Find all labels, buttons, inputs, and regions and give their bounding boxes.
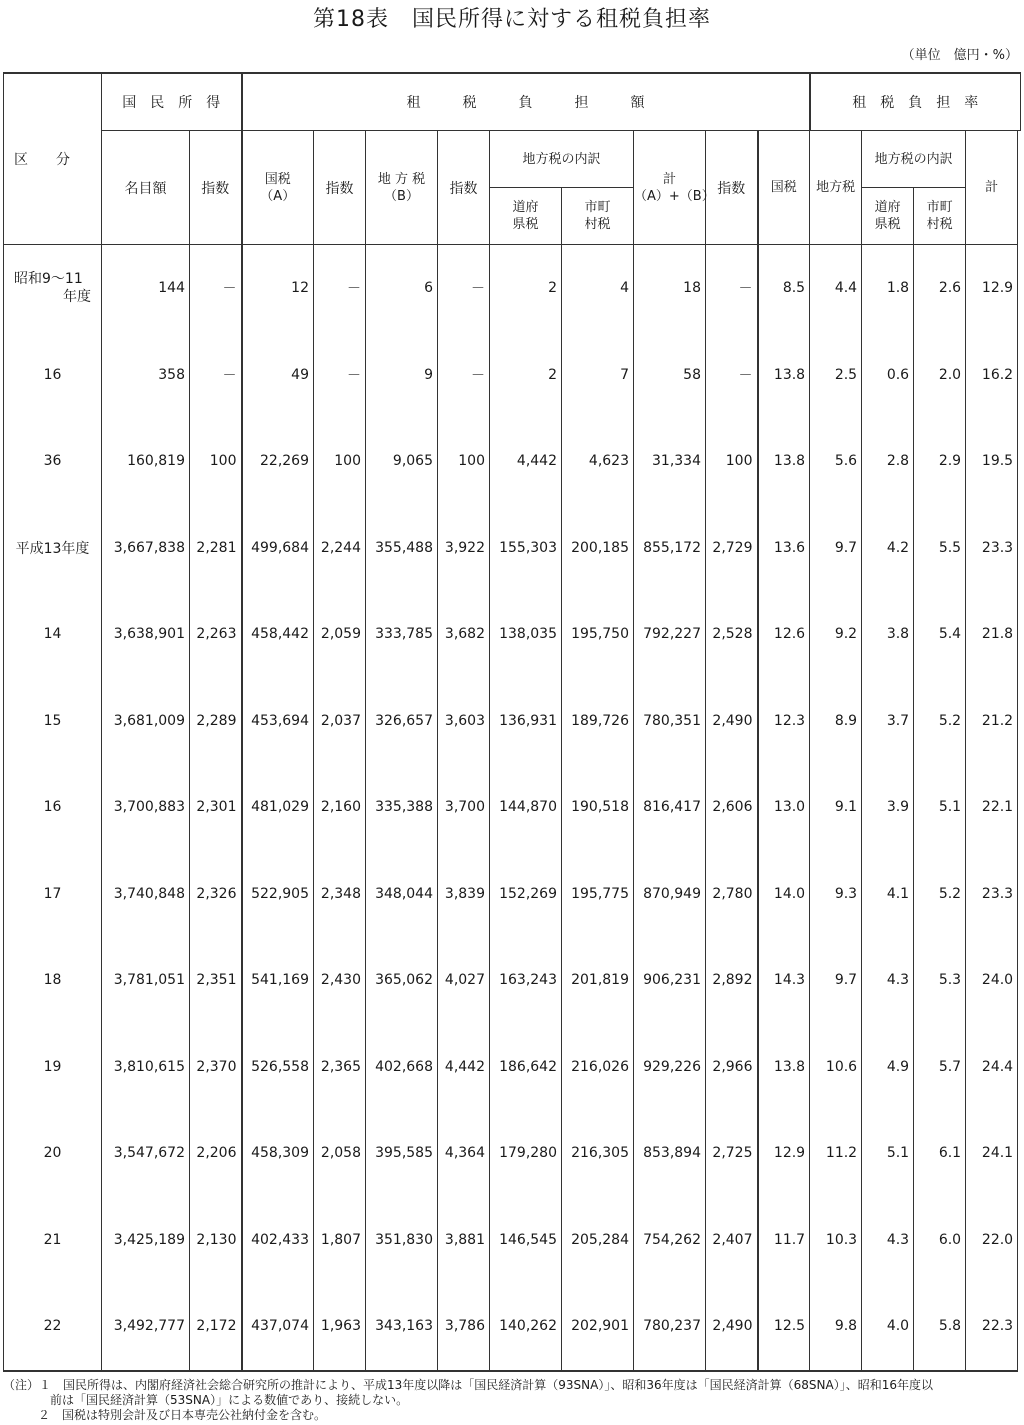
table-row bbox=[4, 332, 1021, 419]
cell-national-tax: 12 bbox=[242, 245, 314, 332]
cell-national-tax: 481,029 bbox=[242, 764, 314, 851]
cell-rate-local: 9.7 bbox=[810, 937, 862, 1024]
cell-index-lt: 3,881 bbox=[438, 1197, 490, 1284]
cell-prefectural: 155,303 bbox=[490, 505, 562, 592]
cell-rate-local: 10.3 bbox=[810, 1197, 862, 1284]
header-kubun: 区 分 bbox=[4, 73, 102, 245]
header-rate-local: 地方税 bbox=[810, 131, 862, 245]
cell-index-ni: 2,281 bbox=[190, 505, 242, 592]
header-rate-prefectural: 道府 県税 bbox=[862, 188, 914, 245]
cell-municipal: 195,750 bbox=[562, 591, 634, 678]
cell-rate-prefectural: 4.1 bbox=[862, 851, 914, 938]
cell-prefectural: 140,262 bbox=[490, 1283, 562, 1371]
cell-local-tax: 326,657 bbox=[366, 678, 438, 765]
cell-rate-municipal: 5.2 bbox=[914, 851, 966, 938]
cell-prefectural: 152,269 bbox=[490, 851, 562, 938]
cell-nominal: 3,425,189 bbox=[102, 1197, 190, 1284]
cell-rate-national: 13.8 bbox=[758, 1024, 810, 1111]
cell-prefectural: 2 bbox=[490, 332, 562, 419]
cell-nominal: 3,667,838 bbox=[102, 505, 190, 592]
cell-municipal: 189,726 bbox=[562, 678, 634, 765]
cell-total: 870,949 bbox=[634, 851, 706, 938]
cell-index-nt: 2,059 bbox=[314, 591, 366, 678]
cell-prefectural: 186,642 bbox=[490, 1024, 562, 1111]
cell-total: 780,351 bbox=[634, 678, 706, 765]
cell-national-tax: 526,558 bbox=[242, 1024, 314, 1111]
table-row bbox=[4, 1110, 1021, 1197]
cell-total: 780,237 bbox=[634, 1283, 706, 1371]
row-label: 平成13年度 bbox=[4, 505, 102, 592]
row-label: 18 bbox=[4, 937, 102, 1024]
cell-rate-total: 24.4 bbox=[966, 1024, 1018, 1111]
unit-note: （単位 億円・%） bbox=[901, 48, 1018, 63]
cell-index-lt: － bbox=[438, 245, 490, 332]
cell-index-total: 2,490 bbox=[706, 1283, 758, 1371]
row-label: 22 bbox=[4, 1283, 102, 1371]
cell-total: 58 bbox=[634, 332, 706, 419]
cell-nominal: 3,810,615 bbox=[102, 1024, 190, 1111]
cell-rate-prefectural: 0.6 bbox=[862, 332, 914, 419]
cell-index-nt: 2,430 bbox=[314, 937, 366, 1024]
cell-total: 816,417 bbox=[634, 764, 706, 851]
cell-rate-municipal: 5.2 bbox=[914, 678, 966, 765]
cell-rate-national: 12.5 bbox=[758, 1283, 810, 1371]
cell-index-total: 2,490 bbox=[706, 678, 758, 765]
cell-local-tax: 348,044 bbox=[366, 851, 438, 938]
cell-rate-municipal: 5.1 bbox=[914, 764, 966, 851]
cell-municipal: 190,518 bbox=[562, 764, 634, 851]
cell-national-tax: 458,309 bbox=[242, 1110, 314, 1197]
cell-index-lt: 3,700 bbox=[438, 764, 490, 851]
cell-prefectural: 136,931 bbox=[490, 678, 562, 765]
cell-rate-local: 5.6 bbox=[810, 418, 862, 505]
cell-municipal: 201,819 bbox=[562, 937, 634, 1024]
cell-municipal: 202,901 bbox=[562, 1283, 634, 1371]
cell-nominal: 358 bbox=[102, 332, 190, 419]
table-row bbox=[4, 1024, 1021, 1111]
cell-municipal: 216,026 bbox=[562, 1024, 634, 1111]
cell-index-ni: 2,172 bbox=[190, 1283, 242, 1371]
table-row bbox=[4, 418, 1021, 505]
cell-rate-total: 16.2 bbox=[966, 332, 1018, 419]
cell-rate-municipal: 2.9 bbox=[914, 418, 966, 505]
cell-index-ni: 2,130 bbox=[190, 1197, 242, 1284]
cell-rate-prefectural: 5.1 bbox=[862, 1110, 914, 1197]
cell-index-total: 2,892 bbox=[706, 937, 758, 1024]
cell-rate-municipal: 5.5 bbox=[914, 505, 966, 592]
row-label: 17 bbox=[4, 851, 102, 938]
cell-rate-local: 9.7 bbox=[810, 505, 862, 592]
cell-prefectural: 138,035 bbox=[490, 591, 562, 678]
cell-nominal: 3,781,051 bbox=[102, 937, 190, 1024]
cell-rate-prefectural: 4.0 bbox=[862, 1283, 914, 1371]
cell-rate-national: 12.3 bbox=[758, 678, 810, 765]
cell-index-lt: － bbox=[438, 332, 490, 419]
cell-rate-national: 11.7 bbox=[758, 1197, 810, 1284]
cell-index-nt: 2,365 bbox=[314, 1024, 366, 1111]
cell-index-nt: 2,244 bbox=[314, 505, 366, 592]
cell-rate-local: 9.3 bbox=[810, 851, 862, 938]
cell-rate-local: 9.1 bbox=[810, 764, 862, 851]
cell-local-tax: 343,163 bbox=[366, 1283, 438, 1371]
cell-index-total: 2,528 bbox=[706, 591, 758, 678]
row-label: 21 bbox=[4, 1197, 102, 1284]
cell-municipal: 4,623 bbox=[562, 418, 634, 505]
tax-burden-table bbox=[3, 72, 1021, 1372]
cell-index-ni: 2,301 bbox=[190, 764, 242, 851]
cell-municipal: 195,775 bbox=[562, 851, 634, 938]
cell-rate-national: 13.8 bbox=[758, 418, 810, 505]
cell-rate-national: 12.6 bbox=[758, 591, 810, 678]
cell-nominal: 144 bbox=[102, 245, 190, 332]
cell-index-ni: － bbox=[190, 332, 242, 419]
cell-total: 855,172 bbox=[634, 505, 706, 592]
cell-rate-local: 8.9 bbox=[810, 678, 862, 765]
cell-index-total: 2,729 bbox=[706, 505, 758, 592]
cell-rate-total: 23.3 bbox=[966, 851, 1018, 938]
cell-index-total: 2,606 bbox=[706, 764, 758, 851]
row-label: 14 bbox=[4, 591, 102, 678]
cell-rate-municipal: 6.0 bbox=[914, 1197, 966, 1284]
cell-index-ni: 100 bbox=[190, 418, 242, 505]
cell-index-ni: 2,351 bbox=[190, 937, 242, 1024]
cell-index-nt: 2,037 bbox=[314, 678, 366, 765]
cell-index-total: － bbox=[706, 332, 758, 419]
cell-index-nt: － bbox=[314, 245, 366, 332]
header-national-income: 国 民 所 得 bbox=[102, 73, 242, 131]
cell-municipal: 216,305 bbox=[562, 1110, 634, 1197]
cell-nominal: 3,492,777 bbox=[102, 1283, 190, 1371]
cell-index-total: 2,725 bbox=[706, 1110, 758, 1197]
cell-rate-national: 13.6 bbox=[758, 505, 810, 592]
cell-nominal: 3,700,883 bbox=[102, 764, 190, 851]
cell-index-total: 2,966 bbox=[706, 1024, 758, 1111]
cell-rate-total: 22.0 bbox=[966, 1197, 1018, 1284]
cell-local-tax: 9,065 bbox=[366, 418, 438, 505]
header-rate-total: 計 bbox=[966, 131, 1018, 245]
cell-index-nt: 1,807 bbox=[314, 1197, 366, 1284]
cell-rate-total: 19.5 bbox=[966, 418, 1018, 505]
cell-total: 31,334 bbox=[634, 418, 706, 505]
cell-index-ni: － bbox=[190, 245, 242, 332]
cell-prefectural: 146,545 bbox=[490, 1197, 562, 1284]
cell-prefectural: 4,442 bbox=[490, 418, 562, 505]
cell-rate-local: 4.4 bbox=[810, 245, 862, 332]
cell-rate-municipal: 2.0 bbox=[914, 332, 966, 419]
cell-rate-total: 12.9 bbox=[966, 245, 1018, 332]
cell-index-nt: 100 bbox=[314, 418, 366, 505]
cell-rate-municipal: 5.7 bbox=[914, 1024, 966, 1111]
cell-index-nt: 1,963 bbox=[314, 1283, 366, 1371]
cell-rate-prefectural: 3.7 bbox=[862, 678, 914, 765]
cell-index-total: 100 bbox=[706, 418, 758, 505]
cell-national-tax: 458,442 bbox=[242, 591, 314, 678]
cell-total: 18 bbox=[634, 245, 706, 332]
table-row bbox=[4, 1283, 1021, 1371]
cell-total: 853,894 bbox=[634, 1110, 706, 1197]
cell-prefectural: 144,870 bbox=[490, 764, 562, 851]
cell-index-lt: 4,364 bbox=[438, 1110, 490, 1197]
header-tax-burden-rate: 租 税 負 担 率 bbox=[810, 73, 1021, 131]
header-rate-municipal: 市町 村税 bbox=[914, 188, 966, 245]
cell-national-tax: 437,074 bbox=[242, 1283, 314, 1371]
cell-national-tax: 22,269 bbox=[242, 418, 314, 505]
cell-local-tax: 402,668 bbox=[366, 1024, 438, 1111]
row-label: 15 bbox=[4, 678, 102, 765]
cell-index-lt: 100 bbox=[438, 418, 490, 505]
cell-rate-total: 24.0 bbox=[966, 937, 1018, 1024]
row-label: 16 bbox=[4, 332, 102, 419]
footnotes bbox=[3, 1378, 1021, 1423]
cell-index-nt: 2,348 bbox=[314, 851, 366, 938]
cell-rate-total: 22.3 bbox=[966, 1283, 1018, 1371]
cell-national-tax: 522,905 bbox=[242, 851, 314, 938]
cell-rate-prefectural: 2.8 bbox=[862, 418, 914, 505]
cell-rate-prefectural: 4.9 bbox=[862, 1024, 914, 1111]
footnote-1-line-1: （注）１ 国民所得は、内閣府経済社会総合研究所の推計により、平成13年度以降は「国民経済計算（93SNA）」、昭和36年度は「国民経済計算（68SNA）」、昭和16年度以 bbox=[3, 1378, 933, 1392]
table-row bbox=[4, 851, 1021, 938]
cell-index-nt: 2,160 bbox=[314, 764, 366, 851]
row-label: 36 bbox=[4, 418, 102, 505]
header-index-nt: 指数 bbox=[314, 131, 366, 245]
cell-total: 929,226 bbox=[634, 1024, 706, 1111]
cell-total: 906,231 bbox=[634, 937, 706, 1024]
cell-national-tax: 453,694 bbox=[242, 678, 314, 765]
cell-nominal: 3,681,009 bbox=[102, 678, 190, 765]
cell-index-ni: 2,326 bbox=[190, 851, 242, 938]
header-nominal: 名目額 bbox=[102, 131, 190, 245]
table-row bbox=[4, 1197, 1021, 1284]
cell-rate-local: 9.8 bbox=[810, 1283, 862, 1371]
cell-municipal: 200,185 bbox=[562, 505, 634, 592]
cell-rate-municipal: 5.4 bbox=[914, 591, 966, 678]
cell-index-lt: 4,442 bbox=[438, 1024, 490, 1111]
cell-total: 792,227 bbox=[634, 591, 706, 678]
cell-index-ni: 2,206 bbox=[190, 1110, 242, 1197]
cell-rate-prefectural: 4.2 bbox=[862, 505, 914, 592]
cell-municipal: 4 bbox=[562, 245, 634, 332]
cell-nominal: 3,547,672 bbox=[102, 1110, 190, 1197]
cell-local-tax: 9 bbox=[366, 332, 438, 419]
cell-local-tax: 365,062 bbox=[366, 937, 438, 1024]
cell-prefectural: 2 bbox=[490, 245, 562, 332]
cell-rate-municipal: 5.3 bbox=[914, 937, 966, 1024]
cell-prefectural: 163,243 bbox=[490, 937, 562, 1024]
cell-local-tax: 395,585 bbox=[366, 1110, 438, 1197]
table-row bbox=[4, 591, 1021, 678]
cell-index-lt: 4,027 bbox=[438, 937, 490, 1024]
cell-index-lt: 3,922 bbox=[438, 505, 490, 592]
cell-rate-municipal: 6.1 bbox=[914, 1110, 966, 1197]
cell-index-total: 2,780 bbox=[706, 851, 758, 938]
cell-rate-prefectural: 3.8 bbox=[862, 591, 914, 678]
cell-rate-national: 14.0 bbox=[758, 851, 810, 938]
table-row bbox=[4, 505, 1021, 592]
cell-national-tax: 49 bbox=[242, 332, 314, 419]
header-prefectural: 道府 県税 bbox=[490, 188, 562, 245]
cell-index-nt: 2,058 bbox=[314, 1110, 366, 1197]
row-label: 19 bbox=[4, 1024, 102, 1111]
header-index-ni: 指数 bbox=[190, 131, 242, 245]
header-total: 計 （A）+（B） bbox=[634, 131, 706, 245]
cell-index-lt: 3,603 bbox=[438, 678, 490, 765]
cell-index-lt: 3,786 bbox=[438, 1283, 490, 1371]
cell-nominal: 160,819 bbox=[102, 418, 190, 505]
row-label: 16 bbox=[4, 764, 102, 851]
cell-index-total: 2,407 bbox=[706, 1197, 758, 1284]
table-row bbox=[4, 245, 1021, 332]
cell-rate-national: 13.8 bbox=[758, 332, 810, 419]
header-national-tax: 国税 （A） bbox=[242, 131, 314, 245]
row-label: 昭和9～11 年度 bbox=[4, 245, 102, 332]
header-index-total: 指数 bbox=[706, 131, 758, 245]
cell-rate-total: 21.8 bbox=[966, 591, 1018, 678]
page-title: 第18表 国民所得に対する租税負担率 bbox=[313, 7, 711, 32]
table-row bbox=[4, 764, 1021, 851]
cell-nominal: 3,638,901 bbox=[102, 591, 190, 678]
cell-rate-local: 10.6 bbox=[810, 1024, 862, 1111]
cell-index-total: － bbox=[706, 245, 758, 332]
header-local-tax: 地 方 税 （B） bbox=[366, 131, 438, 245]
table-row bbox=[4, 678, 1021, 765]
cell-municipal: 205,284 bbox=[562, 1197, 634, 1284]
header-rate-local-breakdown: 地方税の内訳 bbox=[862, 131, 966, 188]
cell-rate-total: 24.1 bbox=[966, 1110, 1018, 1197]
cell-rate-municipal: 5.8 bbox=[914, 1283, 966, 1371]
header-rate-national: 国税 bbox=[758, 131, 810, 245]
cell-local-tax: 355,488 bbox=[366, 505, 438, 592]
cell-local-tax: 351,830 bbox=[366, 1197, 438, 1284]
cell-rate-national: 14.3 bbox=[758, 937, 810, 1024]
cell-rate-municipal: 2.6 bbox=[914, 245, 966, 332]
cell-rate-total: 23.3 bbox=[966, 505, 1018, 592]
cell-index-ni: 2,263 bbox=[190, 591, 242, 678]
cell-national-tax: 402,433 bbox=[242, 1197, 314, 1284]
cell-rate-local: 9.2 bbox=[810, 591, 862, 678]
header-index-lt: 指数 bbox=[438, 131, 490, 245]
cell-rate-national: 12.9 bbox=[758, 1110, 810, 1197]
header-municipal: 市町 村税 bbox=[562, 188, 634, 245]
cell-rate-local: 2.5 bbox=[810, 332, 862, 419]
cell-nominal: 3,740,848 bbox=[102, 851, 190, 938]
header-tax-burden-amount: 租 税 負 担 額 bbox=[242, 73, 810, 131]
cell-index-nt: － bbox=[314, 332, 366, 419]
cell-rate-prefectural: 3.9 bbox=[862, 764, 914, 851]
row-label: 20 bbox=[4, 1110, 102, 1197]
cell-rate-national: 8.5 bbox=[758, 245, 810, 332]
cell-municipal: 7 bbox=[562, 332, 634, 419]
cell-index-ni: 2,370 bbox=[190, 1024, 242, 1111]
cell-rate-prefectural: 4.3 bbox=[862, 937, 914, 1024]
cell-prefectural: 179,280 bbox=[490, 1110, 562, 1197]
cell-total: 754,262 bbox=[634, 1197, 706, 1284]
cell-rate-local: 11.2 bbox=[810, 1110, 862, 1197]
cell-index-ni: 2,289 bbox=[190, 678, 242, 765]
header-local-breakdown: 地方税の内訳 bbox=[490, 131, 634, 188]
cell-local-tax: 335,388 bbox=[366, 764, 438, 851]
cell-rate-prefectural: 1.8 bbox=[862, 245, 914, 332]
cell-rate-national: 13.0 bbox=[758, 764, 810, 851]
table-row bbox=[4, 937, 1021, 1024]
footnote-1-line-2: 前は「国民経済計算（53SNA）」による数値であり、接続しない。 bbox=[50, 1393, 409, 1407]
cell-local-tax: 333,785 bbox=[366, 591, 438, 678]
cell-national-tax: 541,169 bbox=[242, 937, 314, 1024]
cell-rate-total: 22.1 bbox=[966, 764, 1018, 851]
cell-rate-prefectural: 4.3 bbox=[862, 1197, 914, 1284]
cell-local-tax: 6 bbox=[366, 245, 438, 332]
cell-rate-total: 21.2 bbox=[966, 678, 1018, 765]
cell-index-lt: 3,839 bbox=[438, 851, 490, 938]
cell-index-lt: 3,682 bbox=[438, 591, 490, 678]
cell-national-tax: 499,684 bbox=[242, 505, 314, 592]
footnote-2: ２ 国税は特別会計及び日本専売公社納付金を含む。 bbox=[38, 1408, 327, 1422]
